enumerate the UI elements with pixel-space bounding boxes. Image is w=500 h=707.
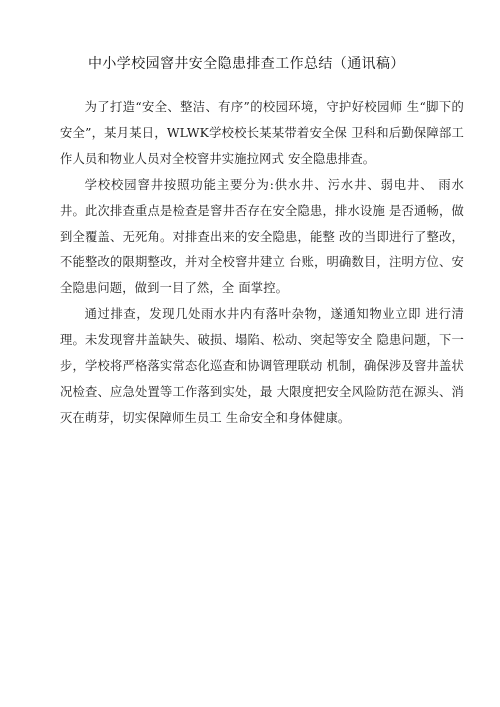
document-body: [60, 95, 464, 432]
paragraph-intro: 为了打造“安全、整洁、有序”的校园环境，守护好校园师 生“脚下的安全”，某月某日，WLWK学校校长某某带着安全保 卫科和后勤保障部工作人员和物业人员对全校窨井实施拉网式 安全隐患排查。: [60, 100, 464, 166]
paragraph-classification: 学校校园窨井按照功能主要分为:供水井、污水井、弱电井、 雨水井。此次排查重点是检查是窨井否存在安全隐患，排水设施 是否通畅，做到全覆盖、无死角。对排查出来的安全隐患，能整 改的当即进行了整改，不能整改的限期整改，并对全校窨井建立 台账，明确数目，注明方位、安全隐患问题，做到一目了然，全 面掌控。: [60, 177, 464, 296]
paragraph-results: 通过排查，发现几处雨水井内有落叶杂物，遂通知物业立即 进行清理。未发现窨井盖缺失、破损、塌陷、松动、突起等安全 隐患问题，下一步，学校将严格落实常态化巡查和协调管理联动 机制，确保涉及窨井盖状况检查、应急处置等工作落到实处，最 大限度把安全风险防范在源头、消灭在萌芽，切实保障师生员工 生命安全和身体健康。: [60, 307, 464, 425]
document-title: 中小学校园窨井安全隐患排查工作总结（通讯稿）: [88, 56, 405, 72]
